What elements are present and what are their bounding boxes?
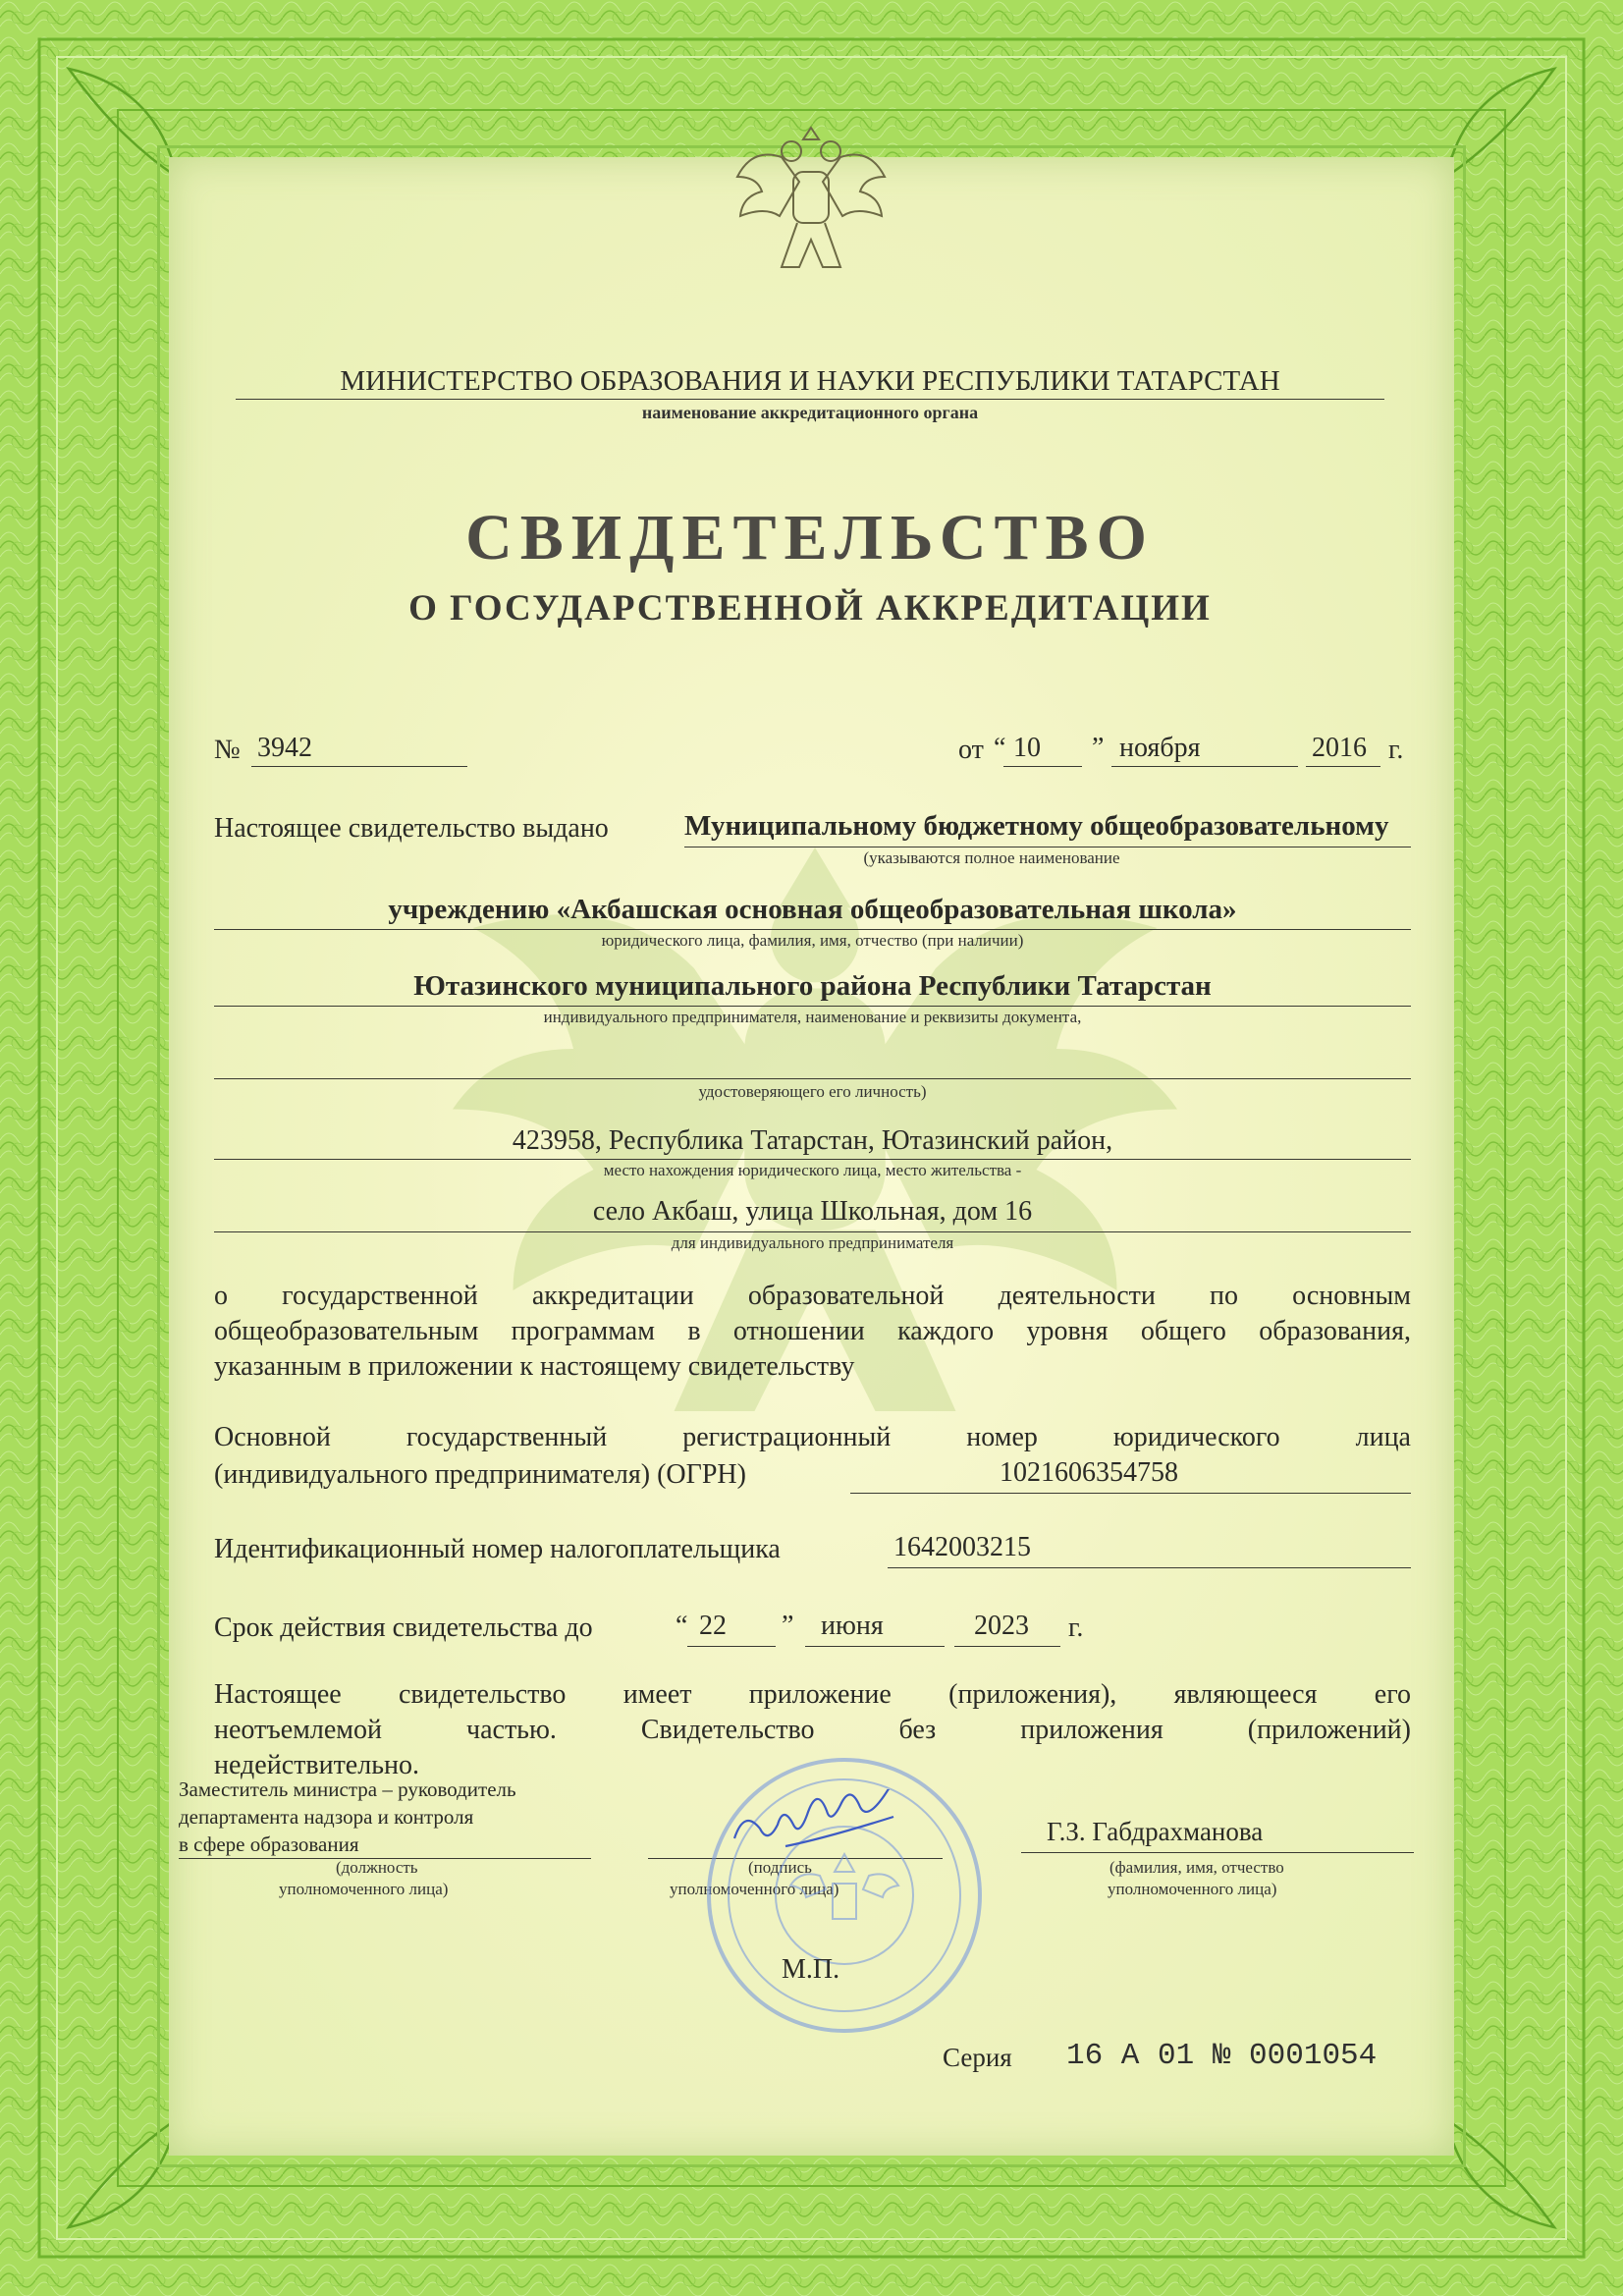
validity-day-underline	[687, 1646, 776, 1647]
name-underline	[1021, 1852, 1414, 1853]
validity-quote-close: ”	[782, 1611, 794, 1641]
date-suffix: г.	[1388, 735, 1404, 765]
handwritten-signature-icon	[727, 1789, 923, 1858]
document-subtitle: О ГОСУДАРСТВЕННОЙ АККРЕДИТАЦИИ	[408, 588, 1212, 629]
validity-year-underline	[954, 1646, 1060, 1647]
position-hint-line-2: уполномоченного лица)	[279, 1880, 449, 1898]
document-title: СВИДЕТЕЛЬСТВО	[465, 502, 1155, 574]
validity-suffix: г.	[1068, 1613, 1084, 1643]
appendix-text-line-3: недействительно.	[214, 1750, 419, 1780]
accreditation-text-line-2: общеобразовательным программам в отношении каждого уровня общего образования,	[214, 1316, 1411, 1346]
signature-hint-line-2: уполномоченного лица)	[670, 1880, 839, 1898]
position-hint-line-1: (должность	[336, 1858, 418, 1877]
validity-month-underline	[805, 1646, 945, 1647]
validity-year: 2023	[974, 1611, 1029, 1641]
name-hint-line-2: уполномоченного лица)	[1108, 1880, 1277, 1898]
issued-hint-6: для индивидуального предпринимателя	[671, 1233, 954, 1252]
signatory-position-line-1: Заместитель министра – руководитель	[179, 1777, 516, 1801]
series-number: 16 А 01 № 0001054	[1066, 2039, 1378, 2073]
inn-label: Идентификационный номер налогоплательщика	[214, 1534, 781, 1564]
date-month: ноября	[1119, 733, 1201, 763]
ogrn-label-line-1: Основной государственный регистрационный номер юридического лица	[214, 1422, 1411, 1452]
address-line-1: 423958, Республика Татарстан, Ютазинский район,	[512, 1125, 1113, 1156]
ogrn-label-line-2: (индивидуального предпринимателя) (ОГРН)	[214, 1459, 746, 1490]
accreditation-text-line-1: о государственной аккредитации образовательной деятельности по основным	[214, 1281, 1411, 1311]
coat-of-arms-icon	[730, 118, 892, 285]
signatory-position-line-2: департамента надзора и контроля	[179, 1805, 474, 1829]
date-year-underline	[1306, 766, 1380, 767]
authority-name: МИНИСТЕРСТВО ОБРАЗОВАНИЯ И НАУКИ РЕСПУБЛИКИ ТАТАРСТАН	[340, 365, 1280, 397]
date-day-underline	[1003, 766, 1082, 767]
validity-label: Срок действия свидетельства до	[214, 1613, 593, 1643]
organization-line-3: Ютазинского муниципального района Республики Татарстан	[413, 970, 1212, 1002]
signature-hint-line-1: (подпись	[748, 1858, 812, 1877]
signatory-name: Г.З. Габдрахманова	[1047, 1817, 1264, 1846]
signatory-position-line-3: в сфере образования	[179, 1832, 359, 1856]
date-month-underline	[1111, 766, 1298, 767]
accreditation-text-line-3: указанным в приложении к настоящему свидетельству	[214, 1351, 855, 1382]
issued-hint-5: место нахождения юридического лица, место жительства -	[603, 1161, 1022, 1179]
ogrn-value: 1021606354758	[1000, 1457, 1178, 1488]
appendix-text-line-1: Настоящее свидетельство имеет приложение (приложения), являющееся его	[214, 1679, 1411, 1710]
validity-quote-open: “	[676, 1611, 688, 1641]
date-from-label: от	[958, 735, 984, 765]
validity-day: 22	[699, 1611, 727, 1641]
blank-underline	[214, 1078, 1411, 1079]
address-line-1-underline	[214, 1159, 1411, 1160]
date-quote-open: “	[994, 733, 1006, 763]
issued-label: Настоящее свидетельство выдано	[214, 813, 609, 844]
ogrn-underline	[850, 1493, 1411, 1494]
authority-underline	[236, 399, 1384, 400]
certificate-number: 3942	[257, 733, 312, 763]
date-quote-close: ”	[1092, 733, 1105, 763]
issued-hint-2: юридического лица, фамилия, имя, отчество (при наличии)	[601, 931, 1024, 950]
name-hint-line-1: (фамилия, имя, отчество	[1109, 1858, 1284, 1877]
number-underline	[251, 766, 467, 767]
issued-hint-3: индивидуального предпринимателя, наименование и реквизиты документа,	[543, 1008, 1082, 1026]
series-label: Серия	[943, 2043, 1012, 2072]
date-day: 10	[1013, 733, 1041, 763]
issued-hint-4: удостоверяющего его личность)	[698, 1082, 927, 1101]
organization-line-2: учреждению «Акбашская основная общеобразовательная школа»	[388, 894, 1237, 925]
inn-value: 1642003215	[893, 1532, 1031, 1562]
address-line-2-underline	[214, 1231, 1411, 1232]
organization-line-1: Муниципальному бюджетному общеобразовательному	[684, 810, 1389, 842]
inn-underline	[888, 1567, 1411, 1568]
organization-line-2-underline	[214, 929, 1411, 930]
address-line-2: село Акбаш, улица Школьная, дом 16	[592, 1196, 1033, 1227]
number-prefix: №	[214, 735, 241, 765]
authority-caption: наименование аккредитационного органа	[641, 403, 979, 422]
organization-line-3-underline	[214, 1006, 1411, 1007]
issued-hint-1: (указываются полное наименование	[863, 848, 1120, 867]
appendix-text-line-2: неотъемлемой частью. Свидетельство без приложения (приложений)	[214, 1715, 1411, 1745]
seal-label: М.П.	[782, 1954, 840, 1985]
date-year: 2016	[1312, 733, 1367, 763]
validity-month: июня	[821, 1611, 884, 1641]
